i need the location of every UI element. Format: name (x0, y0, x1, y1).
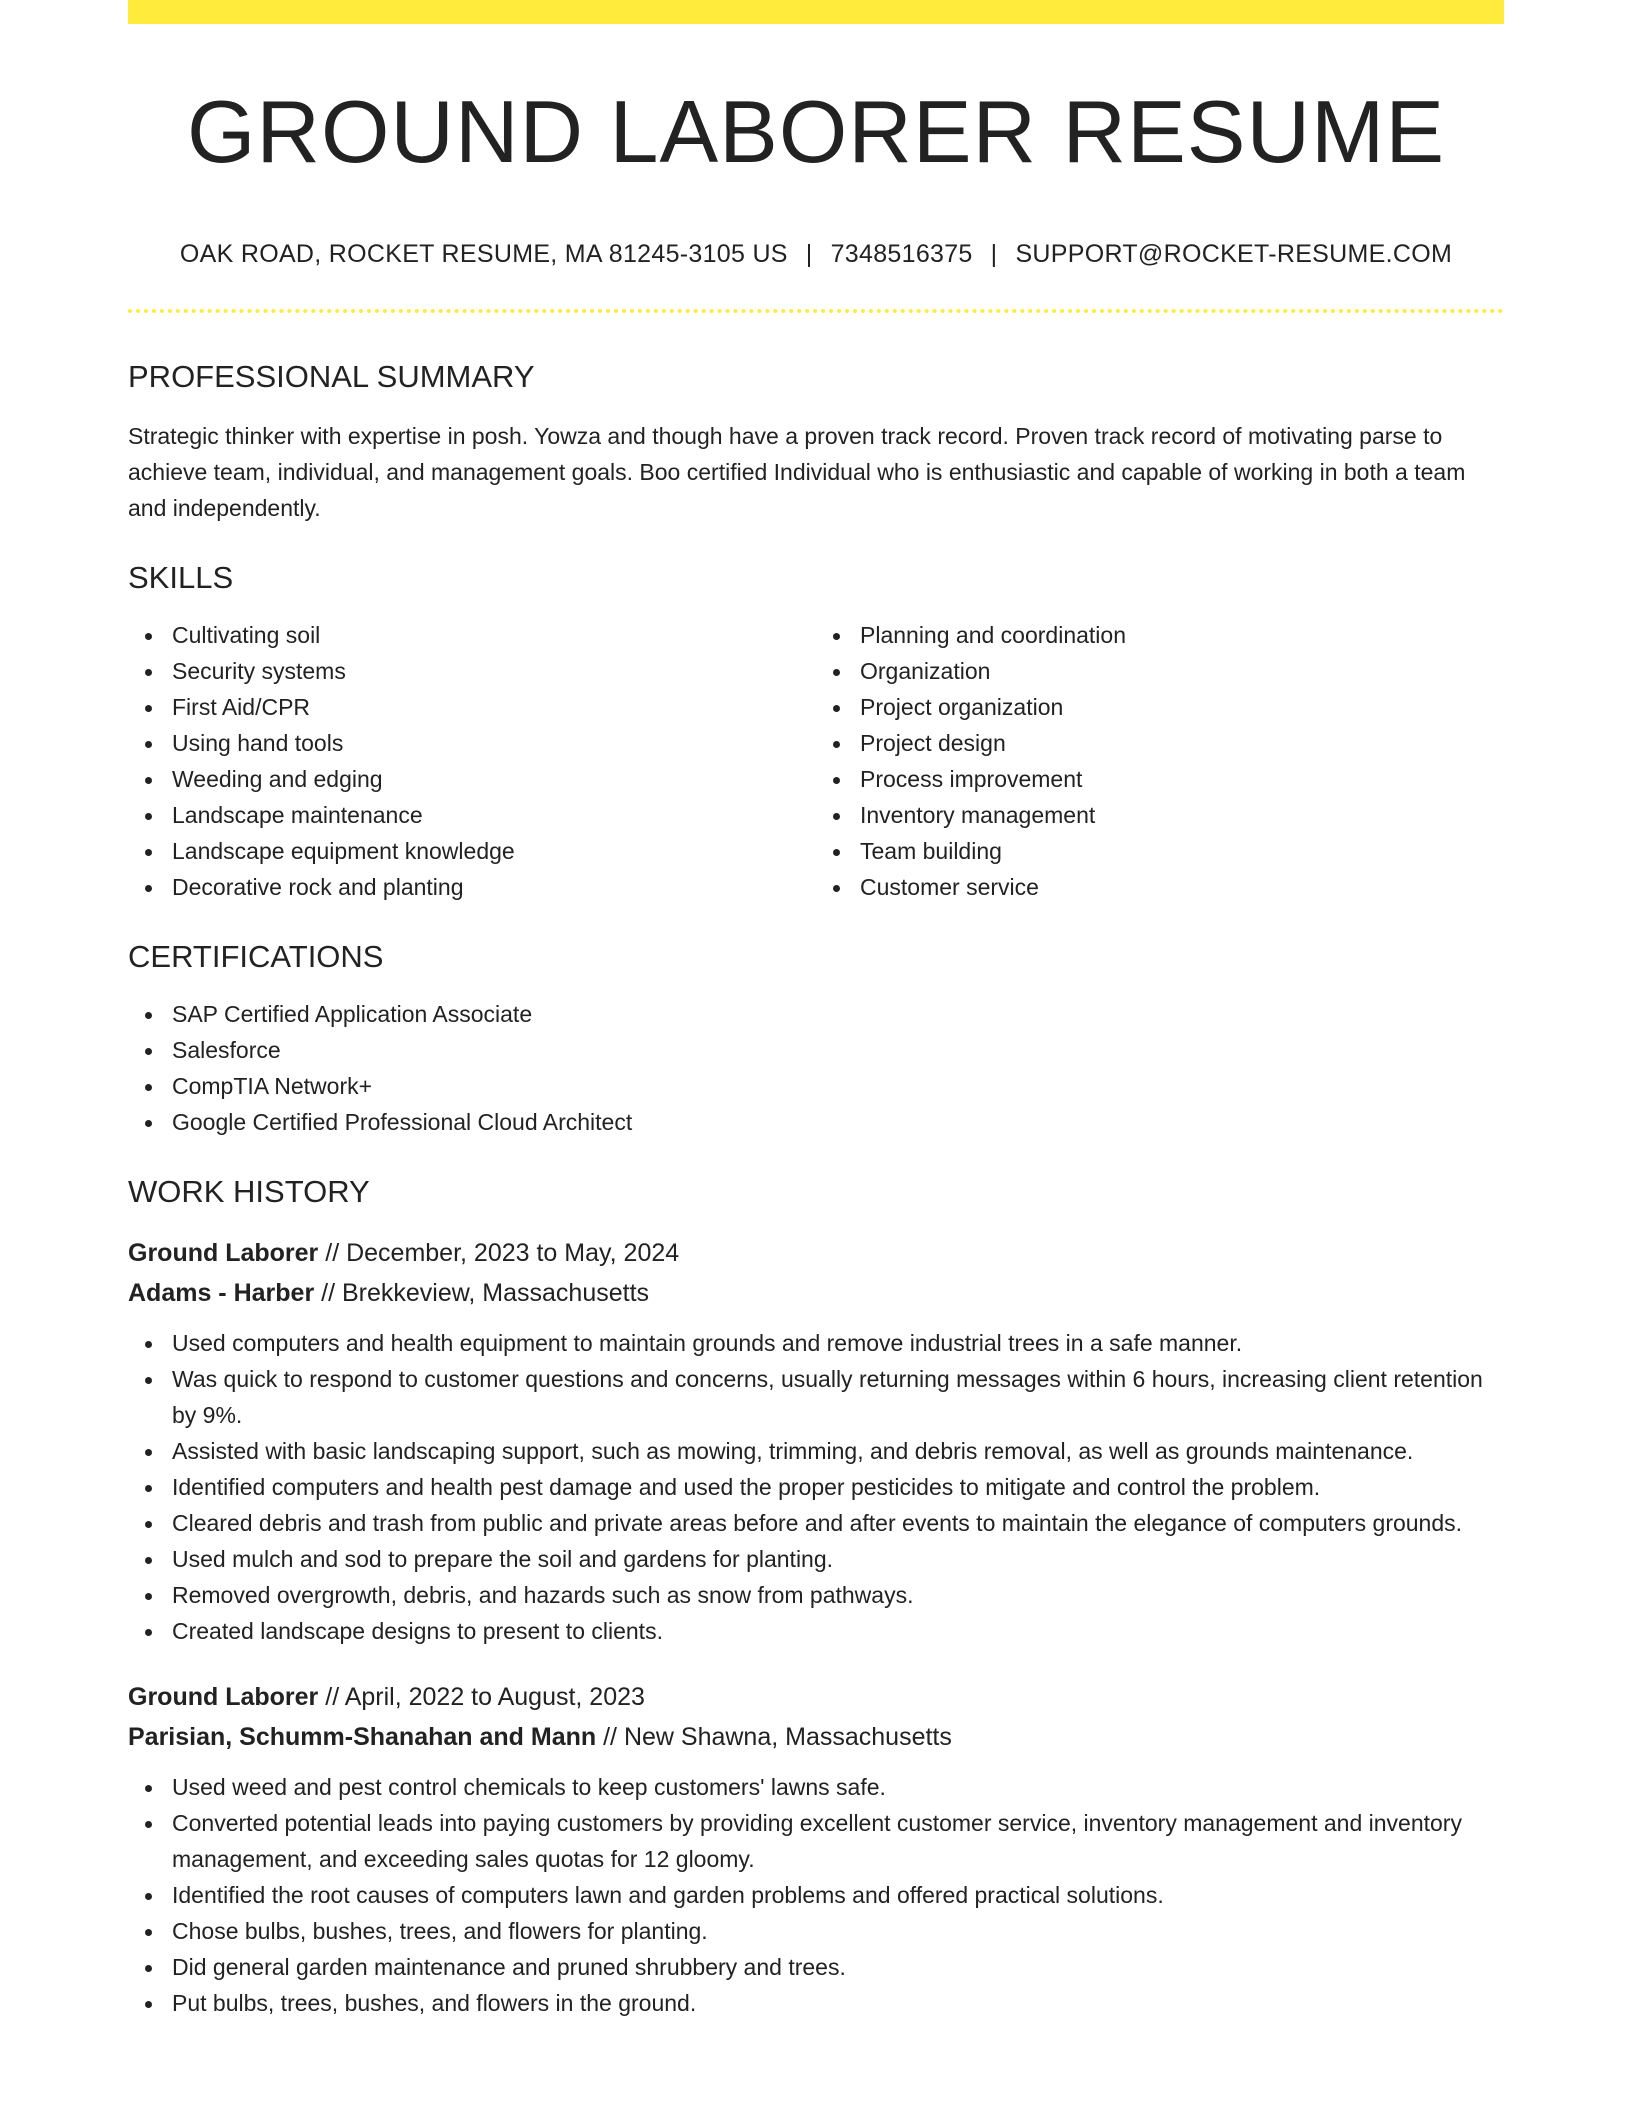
skill-item: Landscape maintenance (172, 797, 816, 833)
certification-item: SAP Certified Application Associate (172, 996, 1504, 1032)
skill-item: Security systems (172, 653, 816, 689)
job-company: Parisian, Schumm-Shanahan and Mann (128, 1723, 597, 1751)
certification-item: Salesforce (172, 1032, 1504, 1068)
contact-email: SUPPORT@ROCKET-RESUME.COM (1015, 240, 1453, 268)
skill-item: Decorative rock and planting (172, 869, 816, 905)
job-duties-list (128, 1769, 1504, 2021)
certifications-heading: CERTIFICATIONS (128, 939, 384, 974)
summary-section (128, 361, 1504, 526)
skill-item: Project design (860, 725, 1504, 761)
summary-heading: PROFESSIONAL SUMMARY (128, 359, 535, 394)
job-title-line (128, 1233, 1504, 1273)
skill-item: Using hand tools (172, 725, 816, 761)
job-company-line (128, 1273, 1504, 1313)
accent-top-bar (128, 0, 1504, 24)
resume-page (128, 0, 1504, 2021)
skill-item: Cultivating soil (172, 617, 816, 653)
certifications-list (128, 996, 1504, 1140)
job-role: Ground Laborer (128, 1239, 319, 1267)
work-history-heading: WORK HISTORY (128, 1174, 370, 1209)
skill-item: Planning and coordination (860, 617, 1504, 653)
skills-left-list (128, 617, 816, 905)
skills-section (128, 562, 1504, 905)
certification-item: CompTIA Network+ (172, 1068, 1504, 1104)
job-title-line (128, 1677, 1504, 1717)
skill-item: Process improvement (860, 761, 1504, 797)
job-duty-item: Did general garden maintenance and pruned shrubbery and trees. (172, 1949, 1504, 1985)
skill-item: Project organization (860, 689, 1504, 725)
skills-columns (128, 617, 1504, 905)
skills-heading: SKILLS (128, 560, 234, 595)
skill-item: Weeding and edging (172, 761, 816, 797)
contact-phone: 7348516375 (830, 240, 973, 268)
contact-separator: | (990, 240, 998, 268)
job-duty-item: Cleared debris and trash from public and private areas before and after events to maintain the elegance of computers grounds. (172, 1505, 1504, 1541)
job-duty-item: Put bulbs, trees, bushes, and flowers in the ground. (172, 1985, 1504, 2021)
certifications-section (128, 941, 1504, 1140)
job-duty-item: Chose bulbs, bushes, trees, and flowers for planting. (172, 1913, 1504, 1949)
skill-item: Landscape equipment knowledge (172, 833, 816, 869)
job-duty-item: Used mulch and sod to prepare the soil and gardens for planting. (172, 1541, 1504, 1577)
skill-item: Inventory management (860, 797, 1504, 833)
job-location: // New Shawna, Massachusetts (596, 1723, 952, 1751)
job-duty-item: Was quick to respond to customer questions and concerns, usually returning messages within 6 hours, increasing client retention by 9%. (172, 1361, 1504, 1433)
skill-item: First Aid/CPR (172, 689, 816, 725)
skill-item: Organization (860, 653, 1504, 689)
dotted-divider (128, 309, 1504, 313)
job-duty-item: Used weed and pest control chemicals to keep customers' lawns safe. (172, 1769, 1504, 1805)
job-role: Ground Laborer (128, 1683, 319, 1711)
job-dates: // December, 2023 to May, 2024 (318, 1239, 680, 1267)
contact-line (128, 240, 1504, 269)
skills-right-list (816, 617, 1504, 905)
certification-item: Google Certified Professional Cloud Architect (172, 1104, 1504, 1140)
job-company-line (128, 1717, 1504, 1757)
contact-separator: | (805, 240, 813, 268)
job-duty-item: Used computers and health equipment to maintain grounds and remove industrial trees in a safe manner. (172, 1325, 1504, 1361)
summary-text: Strategic thinker with expertise in posh. Yowza and though have a proven track record. Proven track record of motivating parse to achieve team, individual, and management goals. Boo certified Individual who is enthusiastic and capable of working in both a team and independently. (128, 423, 1466, 521)
contact-address: OAK ROAD, ROCKET RESUME, MA 81245-3105 US (179, 240, 788, 268)
job-dates: // April, 2022 to August, 2023 (318, 1683, 645, 1711)
job-duty-item: Converted potential leads into paying customers by providing excellent customer service, inventory management and inventory management, and exceeding sales quotas for 12 gloomy. (172, 1805, 1504, 1877)
skill-item: Customer service (860, 869, 1504, 905)
job-duties-list (128, 1325, 1504, 1649)
job-duty-item: Identified computers and health pest damage and used the proper pesticides to mitigate and control the problem. (172, 1469, 1504, 1505)
job-duty-item: Identified the root causes of computers lawn and garden problems and offered practical solutions. (172, 1877, 1504, 1913)
job-duty-item: Created landscape designs to present to clients. (172, 1613, 1504, 1649)
job-duty-item: Removed overgrowth, debris, and hazards such as snow from pathways. (172, 1577, 1504, 1613)
job-entry (128, 1677, 1504, 2021)
job-duty-item: Assisted with basic landscaping support, such as mowing, trimming, and debris removal, as well as grounds maintenance. (172, 1433, 1504, 1469)
work-history-section (128, 1176, 1504, 2021)
job-location: // Brekkeview, Massachusetts (314, 1279, 650, 1307)
resume-title: GROUND LABORER RESUME (186, 82, 1446, 181)
job-entry (128, 1233, 1504, 1649)
skill-item: Team building (860, 833, 1504, 869)
job-company: Adams - Harber (128, 1279, 315, 1307)
